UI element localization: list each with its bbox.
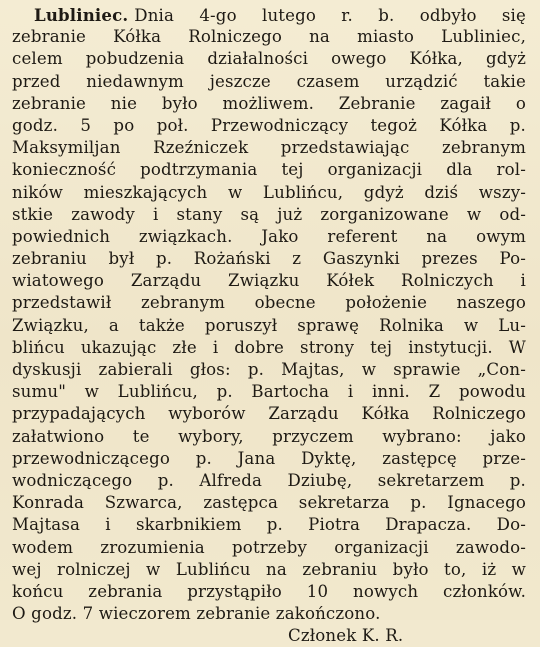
article-line: O godz. 7 wieczorem zebranie zakończono. [12, 604, 381, 624]
article-body [12, 4, 526, 647]
article-line: wodniczącego p. Alfreda Dziubę, sekretarzem p. [12, 470, 526, 490]
article-line: blińcu ukazując złe i dobre strony tej instytucji. W [12, 337, 526, 357]
article-line: wodem zrozumienia potrzeby organizacji zawodo- [12, 537, 526, 557]
article-line: Maksymiljan Rzeźniczek przedstawiając zebranym [12, 138, 526, 158]
article-line: godz. 5 po poł. Przewodniczący tegoż Kółka p. [12, 115, 526, 135]
article-line: wej rolniczej w Lublińcu na zebraniu było to, iż w [12, 559, 526, 579]
article-line: załatwiono te wybory, przyczem wybrano: jako [12, 426, 526, 446]
article-line: przypadających wyborów Zarządu Kółka Rolniczego [12, 404, 526, 424]
article-line: stkie zawody i stany są już zorganizowane w od- [12, 204, 526, 224]
article-line: dyskusji zabierali głos: p. Majtas, w sprawie „Con- [12, 360, 526, 379]
article-line: sumu" w Lublińcu, p. Bartocha i inni. Z powodu [12, 382, 526, 402]
article-lead-location: Lubliniec. [34, 5, 129, 25]
article-line: Konrada Szwarca, zastępca sekretarza p. Ignacego [12, 493, 526, 513]
article-line: celem pobudzenia działalności owego Kółka, gdyż [12, 49, 526, 69]
article-line-text: Dnia 4-go lutego r. b. odbyło się [134, 6, 526, 25]
article-line: powiednich związkach. Jako referent na owym [12, 226, 526, 246]
article-line: Związku, a także poruszył sprawę Rolnika w Lu- [12, 315, 526, 335]
article-line: ników mieszkających w Lublińcu, gdyż dziś wszy- [12, 182, 526, 202]
article-line [12, 4, 526, 26]
article-line: przedstawił zebranym obecne położenie naszego [12, 293, 526, 313]
article-line: końcu zebrania przystąpiło 10 nowych członków. [12, 581, 526, 601]
article-signature: Członek K. R. [288, 626, 404, 646]
article-line: konieczność podtrzymania tej organizacji dla rol- [12, 160, 526, 180]
article-line: przed niedawnym jeszcze czasem urządzić takie [12, 71, 526, 91]
article-line: zebraniu był p. Rożański z Gaszynki prezes Po- [12, 249, 526, 269]
article-line: wiatowego Zarządu Związku Kółek Rolniczych i [12, 271, 526, 291]
article-line: Majtasa i skarbnikiem p. Piotra Drapacza. Do- [12, 515, 526, 535]
article-line: zebranie nie było możliwem. Zebranie zagaił o [12, 93, 526, 113]
article-line: zebranie Kółka Rolniczego na miasto Lubliniec, [12, 27, 526, 47]
article-line: przewodniczącego p. Jana Dyktę, zastępcę prze- [12, 448, 526, 468]
